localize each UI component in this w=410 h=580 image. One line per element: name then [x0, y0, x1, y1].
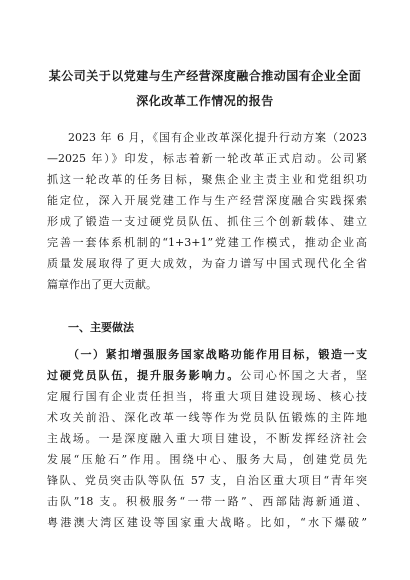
subsection-heading-line: （一）紧扣增强服务国家战略功能作用目标，锻造一支 [68, 348, 367, 361]
intro-line: 篇章作出了更大贡献。 [47, 278, 157, 291]
document-title-line-2: 深化改革工作情况的报告 [136, 94, 274, 108]
body-line: 锋队、党员突击队等队伍 57 支，自治区重大项目“青年突 [47, 474, 367, 487]
body-line: 粤港澳大湾区建设等国家重大战略。比如，“水下爆破” [47, 516, 367, 529]
body-line: 主战场。一是深度融入重大项目建设，不断发挥经济社会 [47, 432, 367, 445]
intro-line: 抓这一轮改革的任务目标，聚焦企业主责主业和党组织功 [47, 173, 367, 186]
body-line: 术攻关前沿、深化改革一线等作为党员队伍锻炼的主阵地 [47, 411, 367, 424]
intro-line: 质量发展取得了更大成效，为奋力谱写中国式现代化全省 [47, 257, 367, 270]
section-heading: 一、主要做法 [68, 321, 134, 334]
body-line: 发展“压舱石”作用。围绕中心、服务大局，创建党员先 [47, 453, 367, 466]
document-title-line-1: 某公司关于以党建与生产经营深度融合推动国有企业全面 [48, 69, 362, 83]
body-line: 定履行国有企业责任担当，将重大项目建设现场、核心技 [47, 390, 367, 403]
intro-line: 完善一套体系机制的“1+3+1”党建工作模式，推动企业高 [47, 236, 367, 249]
subsection-body-start: 公司心怀国之大者，坚 [240, 369, 367, 382]
intro-line: 能定位，深入开展党建工作与生产经营深度融合实践探索 [47, 194, 367, 207]
subsection-line-mixed [47, 368, 367, 384]
intro-line: —2025 年）》印发，标志着新一轮改革正式启动。公司紧 [47, 152, 367, 165]
body-line: 击队”18 支。积极服务“一带一路”、西部陆海新通道、 [47, 495, 367, 508]
subsection-heading-tail: 过硬党员队伍，提升服务影响力。 [47, 369, 241, 382]
intro-line: 形成了锻造一支过硬党员队伍、抓住三个创新载体、建立 [47, 215, 367, 228]
intro-line: 2023 年 6 月，《国有企业改革深化提升行动方案（2023 [68, 131, 367, 144]
